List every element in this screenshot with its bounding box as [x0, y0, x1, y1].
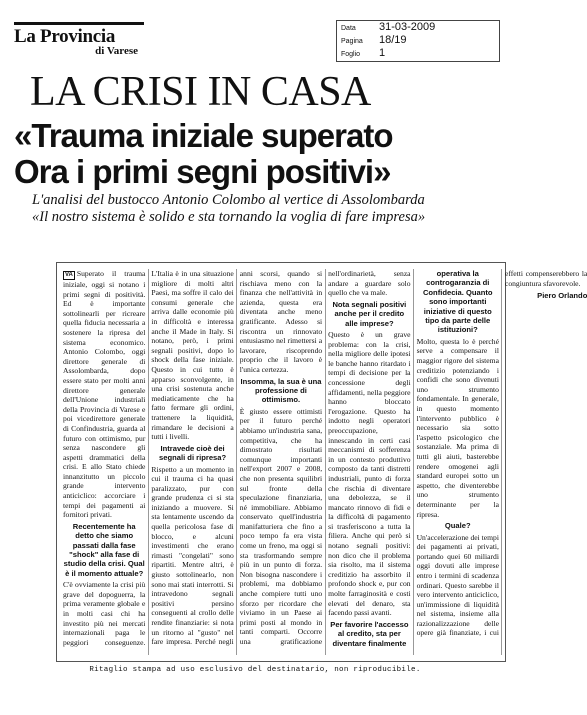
meta-label: Foglio	[341, 51, 361, 58]
deck	[32, 192, 502, 226]
lead-mark: VA	[65, 272, 73, 278]
interview-question: Nota segnali positivi anche per il credito alle imprese?	[332, 299, 407, 328]
clipping-meta-box	[336, 20, 500, 62]
meta-label: Pagina	[341, 38, 363, 45]
article-paragraph: Questo è un grave problema: con la crisi, nella migliore delle ipotesi le banche hanno ritardato i tempi di decisione per la concessione degli affidamenti, nella peggiore hanno bloccato l'erogazione. Questo ha indotto negli operatori preoccupazione, innescando in certi casi meccanismi di sofferenza in un contesto produttivo composto da tanti distretti industriali, punto di forza che rischia di diventare una debolezza, se il mancato rinnovo di fidi e la difficoltà di pagamento si trasferiscono a tutta la filiera. Anche qui però si notano segnali positivi: non dico che il problema sia risolto, ma il sistema creditizio ha assorbito il profondo shock e, pur con molte farraginosità e costi elevati del denaro, sta facendo passi avanti.	[328, 330, 411, 618]
article-paragraph: È giusto essere ottimisti per il futuro perché abbiamo un'industria sana, competitiva, che ha dimostrato risultati comunque importanti nell'export 2007 e 2008, che non presenta squilibri sul fronte della speculazione finanziaria, né immobiliare. Abbiamo conservato quell'industria manifatturiera che fino a poco tempo fa era vista come un freno, ma oggi si sta trasformando sempre più in un punto di forza. Non bisogna nascondere i problemi, ma dobbiamo anche compiere tutti uno sforzo per ricordare che viviamo in un Paese ai primi posti al mondo in tanti comparti. Occorre una gratificazione nell'ordinarietà, senza andare a guardare solo quello che va male.	[239, 269, 411, 646]
meta-row-date	[337, 21, 499, 34]
article-paragraph	[63, 269, 145, 520]
interview-question: Per favorire l'accesso al credito, sta per diventare finalmente operativa la controgaranzia di Confidecia. Quanto sono importanti iniziative di questo tipo da parte delle istituzioni?	[330, 269, 493, 648]
masthead	[14, 22, 144, 63]
meta-value: 1	[379, 47, 386, 59]
article-paragraph: Un'accelerazione dei tempi dei pagamenti ai privati, portando quei 60 miliardi oggi dovuti alle imprese entro i termini di scadenza ordinari. Questo sarebbe il vero intervento anticiclico, un'immissione di liquidità nel sistema, insieme alla razionalizzazione delle opere già finanziate, i cui effetti compenserebbero la congiuntura sfavorevole.	[416, 269, 587, 638]
footer-note: Ritaglio stampa ad uso esclusivo del destinatario, non riproducibile.	[89, 666, 421, 674]
article-paragraph: C'è ovviamente la crisi più grave del dopoguerra, la prima veramente globale e in molti casi chi ha investito più nei mercati internazionali paga le peggiori conseguenze. L'Italia è in una situazione migliore di molti altri Paesi, ma soffre il calo dei consumi generale che arriva dalle economie più in difficoltà e interessa anche il Made in Italy. Si notano, però, i primi segnali positivi, dopo lo shock della fase iniziale. Questo in cui tutto è apparso sconvolgente, in una crisi sostenuta anche mediaticamente che ha fatto fermare gli ordini, trattenere la liquidità, rimandare le decisioni a tutti i livelli.	[63, 269, 234, 647]
masthead-name: La Provincia	[14, 26, 116, 47]
meta-label: Data	[341, 25, 356, 32]
meta-row-page	[337, 34, 499, 47]
article-box	[56, 262, 587, 662]
byline: Piero Orlando	[537, 291, 587, 301]
article-paragraph: Rispetto a un momento in cui il trauma ci ha quasi paralizzato, pur con grande prudenza ci si sta iniziando a muovere. Si sta lentamente uscendo da quella pericolosa fase di blocco, e alcuni investimenti che erano rimasti "congelati" sono ripartiti. Mentre altri, è giusto sottolinearlo, non sono mai stati interrotti. Si intravedono segnali positivi persino conseguenti al crollo delle rendite finanziarie: si nota un ritorno al "gusto" nel fare impresa. Perché negli anni scorsi, quando si rischiava meno con la finanza che nell'attività in azienda, questa era diventata anche meno gratificante. Adesso si riscontra un rinnovato entusiasmo nel rimettersi a lavorare, riscoprendo proprio che il lavoro è l'unica certezza.	[151, 269, 323, 647]
interview-question: Recentemente ha detto che siamo passati dalla fase "shock" alla fase di studio della crisi. Qual è il momento attuale?	[63, 521, 145, 578]
article-paragraph: Molto, questa lo è perché serve a compensare il maggior rigore del sistema creditizio potenziando i confidi che sono divenuti uno strumento fondamentale. In generale, in questo momento l'intervento pubblico è necessario sia sotto l'aspetto psicologico che sostanziale. Ma prima di tutti gli aiuti, basterebbe rendere omogenei agli standard europei sotto un aspetto, che diventerebbe uno strumento determinante per la ripresa.	[416, 336, 499, 519]
meta-row-sheet	[337, 47, 499, 60]
deck-line: «Il nostro sistema è solido e sta tornando la voglia di fare impresa»	[32, 209, 426, 225]
section-title: LA CRISI IN CASA	[30, 69, 371, 115]
article-text: Superato il trauma iniziale, oggi si notano i primi segni di positività. Ed è importante sottolinearli per ricreare quella fiducia necessaria a sostenere la ripresa del sistema economico. Antonio Colombo, oggi direttore generale di Assolombarda, dopo essere stato per molti anni direttore generale dell'Unione industriali della Provincia di Varese e poi vicedirettore generale di Confindustria, guarda al futuro con ottimismo, pur senza nascondere gli aspetti drammatici della crisi. E allo Stato chiede innanzitutto un piccolo grande intervento anticiclico: accorciare i tempi dei pagamenti ai fornitori privati.	[63, 269, 146, 520]
interview-question: Insomma, la sua è una professione di ottimismo.	[240, 376, 322, 405]
masthead-subtitle: di Varese	[95, 45, 138, 57]
deck-line: L'analisi del bustocco Antonio Colombo al vertice di Assolombarda	[32, 192, 425, 208]
interview-question: Quale?	[444, 521, 471, 531]
meta-value: 31-03-2009	[379, 21, 436, 33]
headline-line: «Trauma iniziale superato	[14, 117, 393, 154]
meta-value: 18/19	[379, 34, 407, 46]
headline-line: Ora i primi segni positivi»	[14, 153, 391, 190]
interview-question: Intravede cioè dei segnali di ripresa?	[159, 443, 227, 463]
headline	[14, 118, 504, 190]
article-columns	[63, 269, 587, 655]
